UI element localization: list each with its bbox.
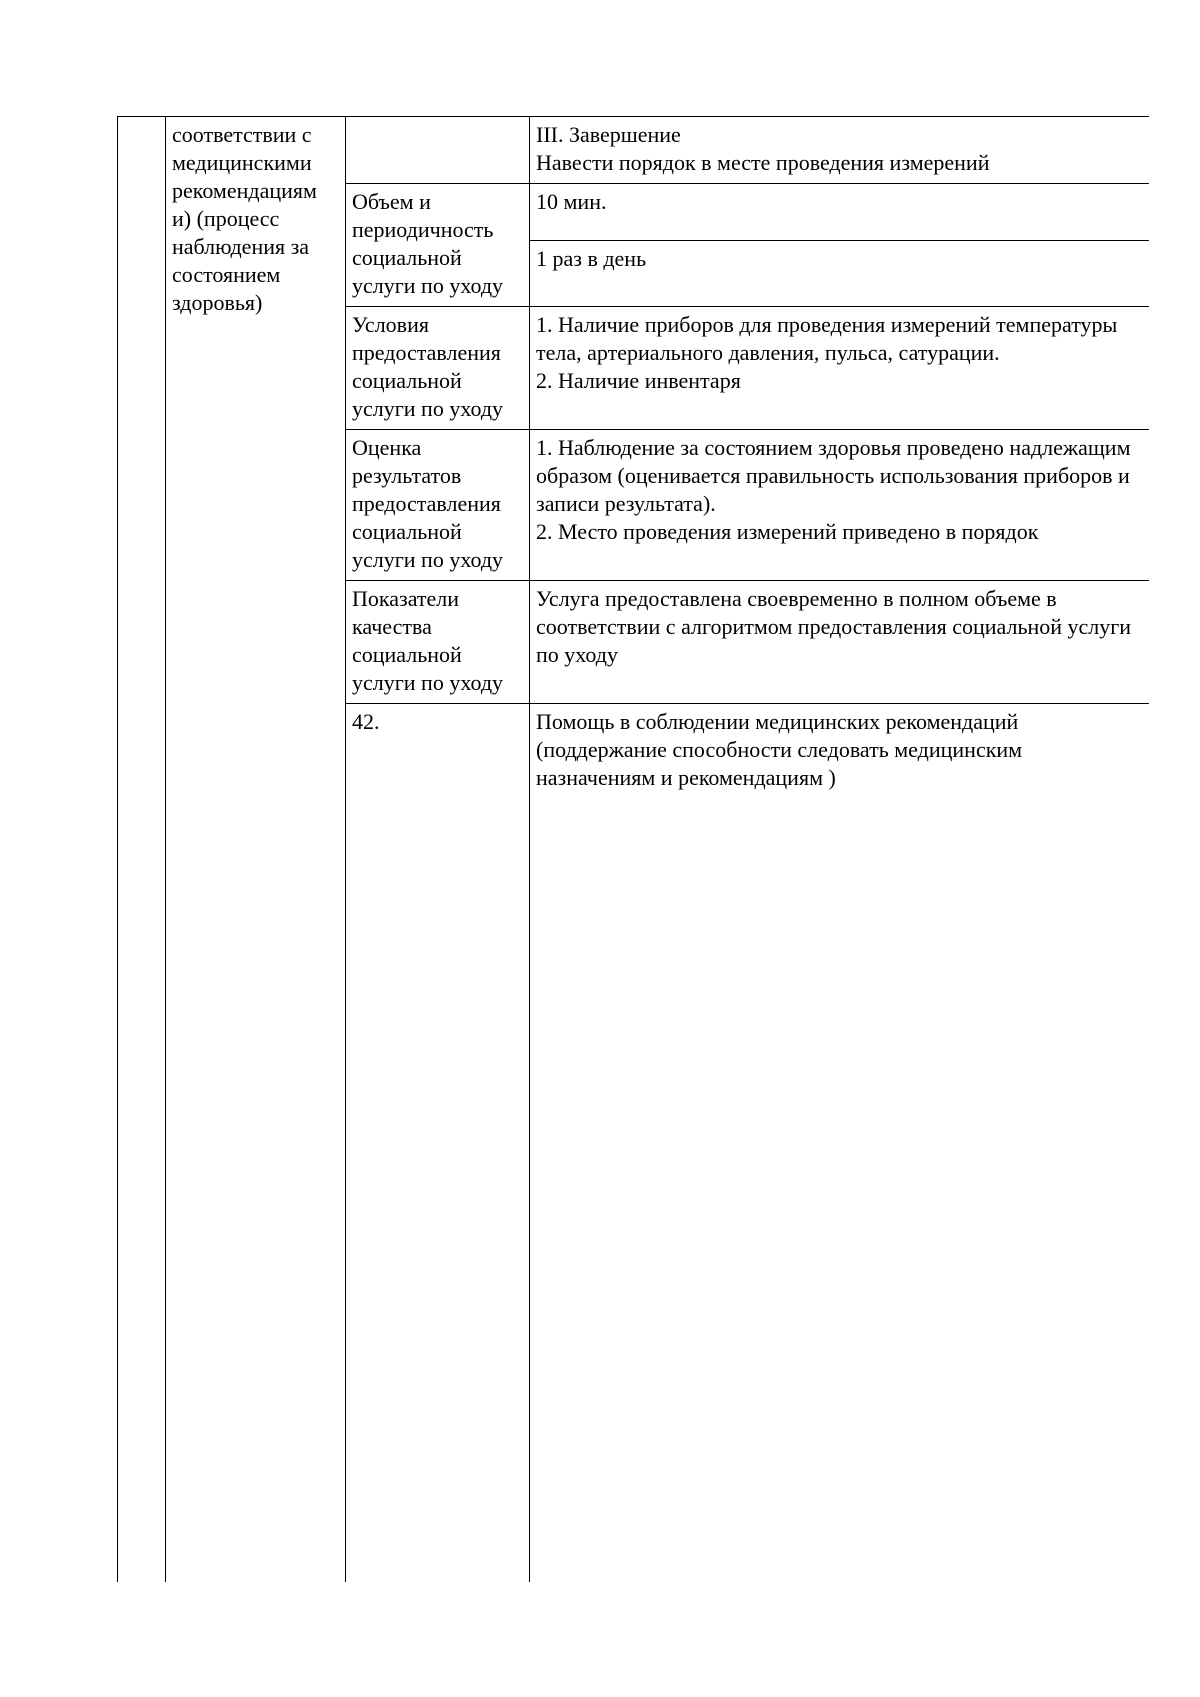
- volume-value-cell: 10 мин.: [530, 184, 1150, 241]
- quality-text-cell: Услуга предоставлена своевременно в полном объеме в соответствии с алгоритмом предоставления социальной услуги по уходу: [530, 581, 1150, 704]
- evaluation-label-cell: Оценка результатов предоставления социальной услуги по уходу: [346, 430, 530, 581]
- document-page: [117, 116, 1149, 1582]
- evaluation-text-cell: 1. Наблюдение за состоянием здоровья проведено надлежащим образом (оценивается правильность использования приборов и записи результата). 2. Место проведения измерений приведено в порядок: [530, 430, 1150, 581]
- periodicity-value-cell: 1 раз в день: [530, 241, 1150, 307]
- row-number-cell: 42.: [346, 704, 530, 1583]
- conditions-text-cell: 1. Наличие приборов для проведения измерений температуры тела, артериального давления, пульса, сатурации. 2. Наличие инвентаря: [530, 307, 1150, 430]
- table-row: [118, 117, 1150, 184]
- algorithm-label-cell: [346, 117, 530, 184]
- services-table: [117, 116, 1149, 1582]
- service-name-cell: соответствии с медицинскими рекомендациям и) (процесс наблюдения за состоянием здоровья): [166, 117, 346, 1583]
- service-name-cell: Помощь в соблюдении медицинских рекомендаций (поддержание способности следовать медицинским назначениям и рекомендациям ): [530, 704, 1150, 1583]
- quality-label-cell: Показатели качества социальной услуги по уходу: [346, 581, 530, 704]
- conditions-label-cell: Условия предоставления социальной услуги по уходу: [346, 307, 530, 430]
- row-number-cell: [118, 117, 166, 1583]
- algorithm-text-cell: III. Завершение Навести порядок в месте проведения измерений: [530, 117, 1150, 184]
- volume-label-cell: Объем и периодичность социальной услуги по уходу: [346, 184, 530, 307]
